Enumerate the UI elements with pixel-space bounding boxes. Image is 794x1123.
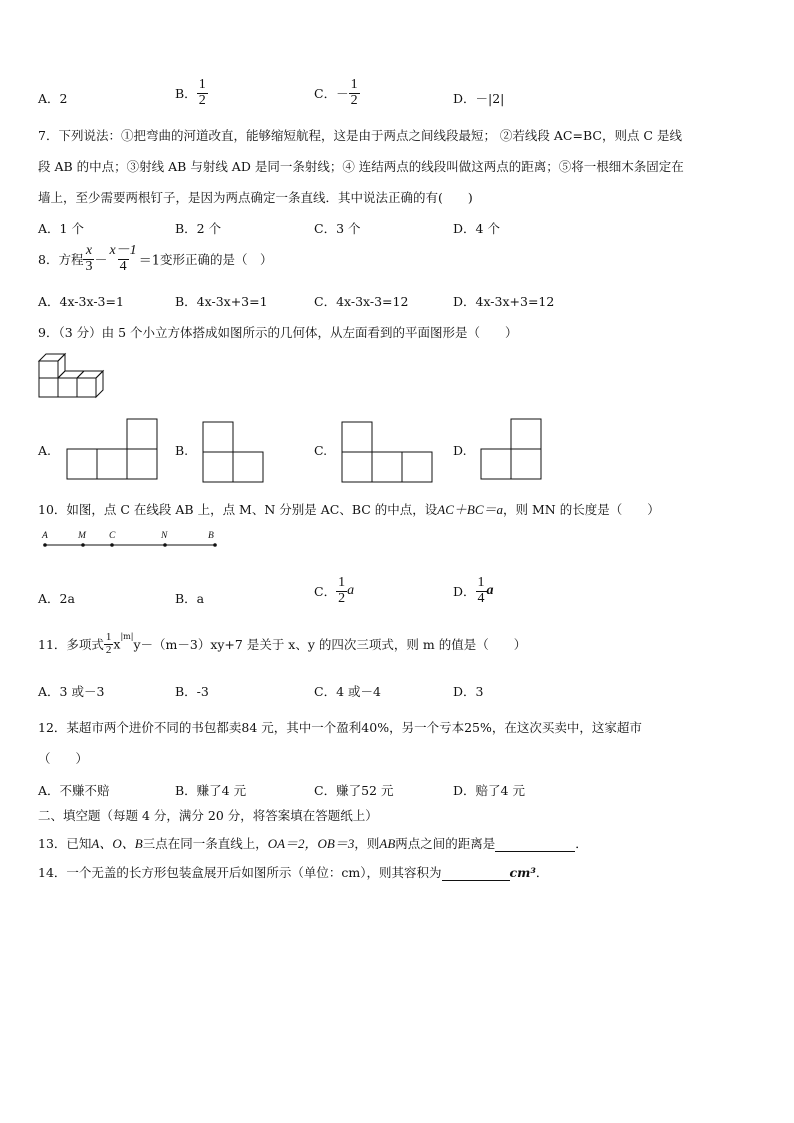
q13-answer-blank[interactable] (495, 836, 575, 852)
q7-line-1: 7．下列说法：①把弯曲的河道改直，能够缩短航程，这是由于两点之间线段最短； ②若线段 AC=BC，则点 C 是线 (38, 128, 682, 143)
q7-option-a: A．1 个 (38, 221, 84, 236)
q8-prefix: 8．方程 (38, 252, 84, 268)
q12-option-b: B．赚了4 元 (175, 783, 247, 798)
fraction-numerator: 1 (198, 77, 206, 92)
q9-label-d: D. (453, 443, 467, 458)
q10-point-c-label: C (109, 531, 116, 541)
fraction-denominator: 2 (105, 643, 112, 656)
q12-option-a: A．不赚不赔 (38, 783, 110, 798)
q10-option-c-fraction (336, 576, 347, 606)
q6-option-b-prefix: B． (175, 86, 197, 102)
fraction-denominator: 2 (338, 590, 346, 606)
fraction-numerator: 1 (105, 631, 112, 643)
q11-option-b: B．-3 (175, 684, 209, 699)
section-2-heading: 二、填空题（每题 4 分，满分 20 分，将答案填在答题纸上） (38, 808, 378, 823)
q6-option-c-fraction (349, 78, 360, 108)
fraction-numerator: 1 (338, 575, 346, 590)
q9-label-a: A. (38, 443, 52, 458)
q14-text: 14．一个无盖的长方形包装盒展开后如图所示（单位：cm），则其容积为 (38, 865, 442, 880)
q12-option-c: C．赚了52 元 (314, 783, 394, 798)
q10-text-b: ，则 MN 的长度是（ ） (503, 502, 660, 517)
q9-label-b: B. (175, 443, 189, 458)
q8-option-b: B．4x-3x+3=1 (175, 294, 268, 309)
q12-option-d: D．赔了4 元 (453, 783, 525, 798)
q9-option-c-figure (341, 421, 433, 483)
q11-prefix: 11．多项式 (38, 637, 104, 653)
q6-option-a: A．2 (38, 91, 68, 106)
q7-line-3: 墙上，至少需要两根钉子，是因为两点确定一条直线．其中说法正确的有( ) (38, 190, 473, 205)
q13-text-a: 13．已知 (38, 836, 92, 851)
q10-point-n-label: N (161, 531, 168, 541)
q14-stem (38, 863, 548, 881)
q10-option-c (314, 576, 354, 606)
q13-lengths: OA＝2，OB＝3 (267, 836, 355, 851)
q6-option-b-fraction (197, 78, 208, 108)
q6-option-c-prefix: C． (314, 86, 337, 102)
q13-points: A、O、B (91, 836, 143, 851)
q7-option-d: D．4 个 (453, 221, 500, 236)
q13-end: ． (575, 836, 588, 851)
q12-line-2: （ ） (38, 751, 89, 766)
fraction-denominator: 2 (350, 92, 358, 108)
q8-suffix: 变形正确的是（ ） (159, 252, 273, 268)
q6-option-d: D．－|2| (453, 91, 505, 106)
q13-segment: AB (379, 836, 396, 851)
q13-text-g: 两点之间的距离是 (395, 836, 496, 851)
fraction-numerator: x－1 (109, 243, 137, 258)
q9-solid-figure (38, 353, 108, 399)
q10-option-b: B．a (175, 591, 205, 606)
q9-label-c: C. (314, 443, 328, 458)
q11-rest: y－（m－3）xy+7 是关于 x、y 的四次三项式，则 m 的值是（ ） (133, 637, 527, 653)
q13-text-c: 三点在同一条直线上， (142, 836, 268, 851)
q10-option-d-fraction (476, 576, 487, 606)
q12-line-1: 12．某超市两个进价不同的书包都卖84 元，其中一个盈利40%，另一个亏本25%，在这次买卖中，这家超市 (38, 720, 642, 735)
fraction-denominator: 2 (198, 92, 206, 108)
q13-text-e: ，则 (354, 836, 380, 851)
q9-option-b-figure (202, 421, 264, 483)
q8-stem (38, 244, 272, 274)
q10-option-d (453, 576, 494, 606)
q10-option-c-prefix: C． (314, 584, 337, 600)
q11-option-c: C．4 或－4 (314, 684, 381, 699)
q11-option-d: D．3 (453, 684, 484, 699)
q11-stem (38, 632, 526, 656)
q8-option-a: A．4x-3x-3=1 (38, 294, 124, 309)
q8-option-d: D．4x-3x+3=12 (453, 294, 555, 309)
fraction-denominator: 4 (477, 590, 485, 606)
q8-option-c: C．4x-3x-3=12 (314, 294, 409, 309)
q9-option-a-figure (66, 418, 158, 480)
q9-option-d-figure (480, 418, 542, 480)
q6-option-c (314, 78, 360, 108)
q11-x: x (113, 636, 121, 652)
q14-end: ． (535, 865, 549, 880)
q10-segment-figure (40, 530, 220, 552)
q10-option-a: A．2a (38, 591, 75, 606)
q10-point-m-label: M (78, 531, 86, 541)
q6-option-c-sign: － (336, 86, 349, 102)
q11-fraction (104, 632, 114, 656)
q10-option-d-variable: a (486, 583, 494, 599)
q10-text-a: 10．如图，点 C 在线段 AB 上，点 M、N 分别是 AC、BC 的中点，设 (38, 502, 438, 517)
fraction-denominator: 3 (85, 258, 93, 274)
q10-point-a-label: A (42, 531, 48, 541)
q11-option-a: A．3 或－3 (38, 684, 105, 699)
q9-stem: 9．（3 分）由 5 个小立方体搭成如图所示的几何体，从左面看到的平面图形是（ ） (38, 325, 518, 340)
q8-rhs: ＝1 (138, 253, 160, 269)
q7-option-c: C．3 个 (314, 221, 361, 236)
q8-fraction-2 (107, 244, 138, 274)
q8-fraction-1 (83, 244, 94, 274)
q14-unit: cm³ (509, 865, 536, 880)
fraction-denominator: 4 (119, 258, 127, 274)
q11-exponent: |m| (120, 632, 134, 642)
q10-stem (38, 499, 660, 518)
fraction-numerator: x (85, 243, 93, 258)
q10-option-d-prefix: D． (453, 584, 476, 600)
q7-line-2: 段 AB 的中点；③射线 AB 与射线 AD 是同一条射线；④ 连结两点的线段叫做这两点的距离；⑤将一根细木条固定在 (38, 159, 684, 174)
q7-option-b: B．2 个 (175, 221, 222, 236)
fraction-numerator: 1 (350, 77, 358, 92)
fraction-numerator: 1 (477, 575, 485, 590)
q10-option-c-variable: a (347, 583, 355, 599)
q10-point-b-label: B (208, 531, 214, 541)
q14-answer-blank[interactable] (442, 865, 510, 881)
q10-formula: AC＋BC＝a (437, 502, 504, 517)
q6-option-b (175, 78, 208, 108)
q13-stem (38, 833, 588, 852)
q8-minus: － (94, 253, 108, 269)
